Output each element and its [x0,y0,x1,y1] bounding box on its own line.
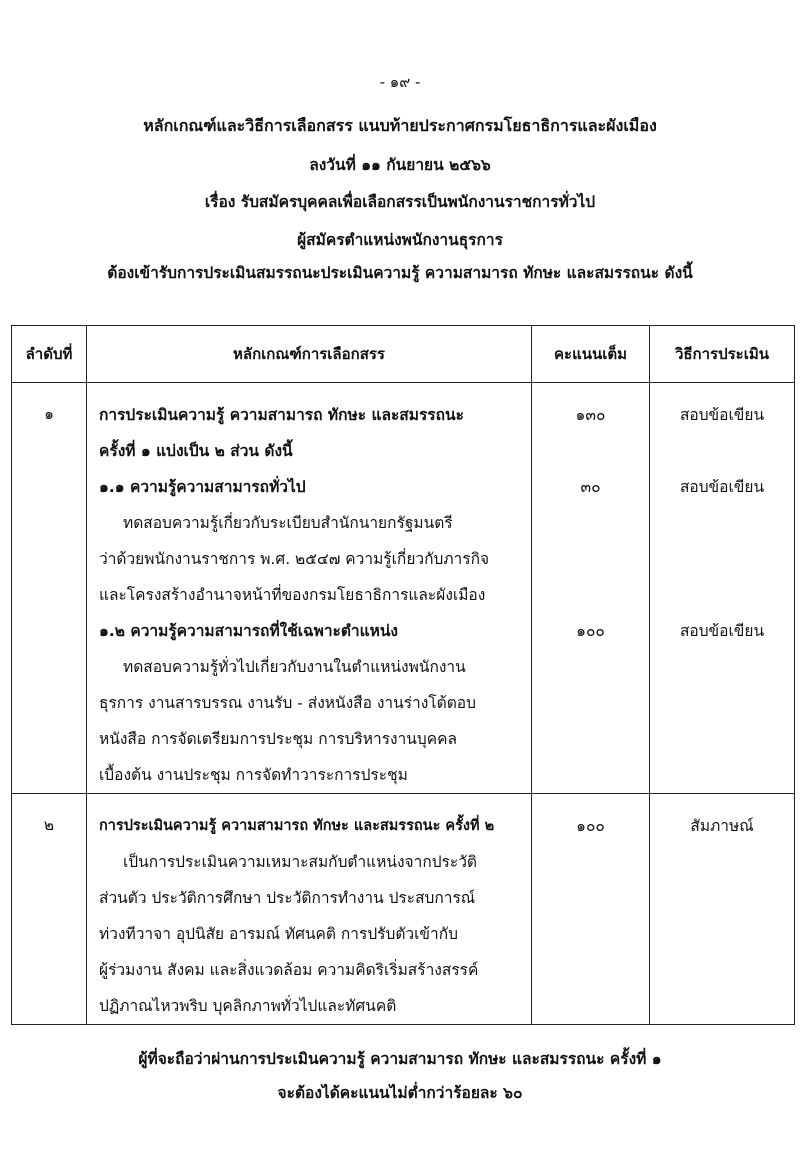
criteria-desc: ส่วนตัว ประวัติการศึกษา ประวัติการทำงาน ประสบการณ์ [99,889,476,907]
assessment-method: สอบข้อเขียน [679,478,765,496]
row-number: ๒ [12,794,87,1025]
col-header-order: ลำดับที่ [12,326,87,383]
document-date: ลงวันที่ ๑๑ กันยายน ๒๕๖๖ [309,156,491,174]
criteria-cell [87,794,532,1025]
score-cell [532,383,650,794]
table-row [12,383,795,794]
criteria-desc: เป็นการประเมินความเหมาะสมกับตำแหน่งจากประวัติ [123,853,477,871]
criteria-desc: ปฏิภาณไหวพริบ บุคลิกภาพทั่วไปและทัศนคติ [99,997,397,1015]
criteria-desc: ท่วงทีวาจา อุปนิสัย อารมณ์ ทัศนคติ การปรับตัวเข้ากับ [99,925,458,943]
sub-score: ๓๐ [580,478,601,496]
sub-criteria-desc: และโครงสร้างอำนาจหน้าที่ของกรมโยธาธิการและผังเมือง [99,586,486,604]
sub-criteria-desc: ว่าด้วยพนักงานราชการ พ.ศ. ๒๕๔๗ ความรู้เกี่ยวกับภารกิจ [99,550,490,568]
sub-criteria-desc: ธุรการ งานสารบรรณ งานรับ - ส่งหนังสือ งานร่างโต้ตอบ [99,694,476,712]
pass-threshold: จะต้องได้คะแนนไม่ต่ำกว่าร้อยละ ๖๐ [277,1084,523,1102]
method-cell [650,383,795,794]
sub-criteria-desc: ทดสอบความรู้ทั่วไปเกี่ยวกับงานในตำแหน่งพนักงาน [123,658,466,676]
full-score: ๑๓๐ [575,406,606,424]
assessment-method: สอบข้อเขียน [679,622,765,640]
page-number: - ๑๙ - [379,73,421,91]
sub-score: ๑๐๐ [576,622,605,640]
document-title: หลักเกณฑ์และวิธีการเลือกสรร แนบท้ายประกาศกรมโยธาธิการและผังเมือง [143,116,657,135]
assessment-method: สัมภาษณ์ [690,817,754,835]
full-score: ๑๐๐ [576,817,605,835]
col-header-method: วิธีการประเมิน [650,326,795,383]
sub-criteria-desc: หนังสือ การจัดเตรียมการประชุม การบริหารงานบุคคล [99,730,457,748]
criteria-cell [87,383,532,794]
col-header-criteria: หลักเกณฑ์การเลือกสรร [87,326,532,383]
assessment-intro: ต้องเข้ารับการประเมินสมรรถนะประเมินความรู้ ความสามารถ ทักษะ และสมรรถนะ ดังนี้ [107,264,693,282]
criteria-title: การประเมินความรู้ ความสามารถ ทักษะ และสมรรถนะ [99,406,464,424]
criteria-title: การประเมินความรู้ ความสามารถ ทักษะ และสมรรถนะ ครั้งที่ ๒ [99,818,495,834]
criteria-title-cont: ครั้งที่ ๑ แบ่งเป็น ๒ ส่วน ดังนี้ [99,442,293,460]
method-cell [650,794,795,1025]
criteria-table [11,325,795,1025]
pass-criteria: ผู้ที่จะถือว่าผ่านการประเมินความรู้ ความสามารถ ทักษะ และสมรรถนะ ครั้งที่ ๑ [138,1050,662,1068]
criteria-desc: ผู้ร่วมงาน สังคม และสิ่งแวดล้อม ความคิดริเริ่มสร้างสรรค์ [99,961,479,979]
document-subject: เรื่อง รับสมัครบุคคลเพื่อเลือกสรรเป็นพนักงานราชการทั่วไป [204,193,596,211]
sub-criteria-title: ๑.๒ ความรู้ความสามารถที่ใช้เฉพาะตำแหน่ง [99,622,398,640]
sub-criteria-desc: เบื้องต้น งานประชุม การจัดทำวาระการประชุม [99,766,408,784]
score-cell [532,794,650,1025]
position-title: ผู้สมัครตำแหน่งพนักงานธุรการ [297,231,503,249]
row-number: ๑ [12,383,87,794]
assessment-method: สอบข้อเขียน [679,406,765,424]
sub-criteria-title: ๑.๑ ความรู้ความสามารถทั่วไป [99,478,306,496]
table-header-row [12,326,795,383]
table-row [12,794,795,1025]
col-header-full-score: คะแนนเต็ม [532,326,650,383]
sub-criteria-desc: ทดสอบความรู้เกี่ยวกับระเบียบสำนักนายกรัฐมนตรี [123,514,453,532]
